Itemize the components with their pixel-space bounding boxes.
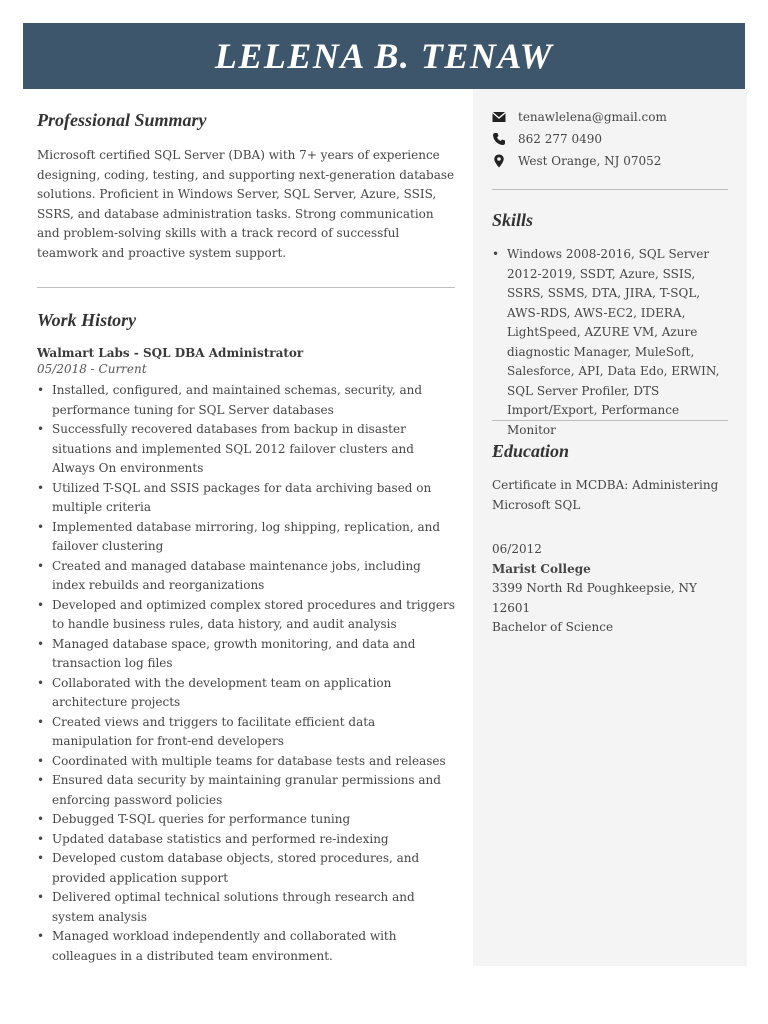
education-block — [492, 476, 724, 638]
job-bullets — [37, 381, 455, 966]
skills-list — [492, 245, 724, 460]
phone-icon — [492, 132, 506, 146]
list-item: • Updated database statistics and performed re-indexing — [37, 830, 455, 850]
contact-address-row — [492, 150, 732, 172]
education-school: Marist College — [492, 561, 591, 576]
list-item: • Utilized T-SQL and SSIS packages for data archiving based on multiple criteria — [37, 479, 455, 518]
list-item: • Managed workload independently and collaborated with colleagues in a distributed team environment. — [37, 927, 455, 966]
list-item: • Windows 2008-2016, SQL Server 2012-2019, SSDT, Azure, SSIS, SSRS, SSMS, DTA, JIRA, T-SQL, AWS-RDS, AWS-EC2, IDERA, LightSpeed, AZURE VM, Azure diagnostic Manager, MuleSoft, Salesforce, API, Data Edo, ERWIN, SQL Server Profiler, DTS Import/Export, Performance Monitor — [492, 245, 724, 440]
summary-text: Microsoft certified SQL Server (DBA) with 7+ years of experience designing, coding, testing, and supporting next-generation database solutions. Proficient in Windows Server, SQL Server, Azure, SSIS, SSRS, and database administration tasks. Strong communication and problem-solving skills with a track record of successful teamwork and proactive system support. — [37, 148, 455, 260]
education-heading: Education — [492, 441, 570, 461]
location-pin-icon — [492, 154, 506, 168]
list-item: • Developed and optimized complex stored procedures and triggers to handle business rules, data history, and audit analysis — [37, 596, 455, 635]
list-item: • Developed custom database objects, stored procedures, and provided application support — [37, 849, 455, 888]
work-history-heading: Work History — [37, 310, 137, 330]
summary-heading: Professional Summary — [37, 110, 207, 130]
envelope-icon — [492, 110, 506, 124]
list-item: • Managed database space, growth monitoring, and data and transaction log files — [37, 635, 455, 674]
contact-address: West Orange, NJ 07052 — [518, 154, 662, 168]
list-item: • Created views and triggers to facilitate efficient data manipulation for front-end developers — [37, 713, 455, 752]
candidate-name: LELENA B. TENAW — [214, 36, 554, 76]
skills-heading: Skills — [492, 210, 534, 230]
contact-phone[interactable]: 862 277 0490 — [518, 132, 602, 146]
job-date: 05/2018 - Current — [37, 362, 147, 376]
list-item: • Created and managed database maintenance jobs, including index rebuilds and reorganizations — [37, 557, 455, 596]
list-item: • Collaborated with the development team on application architecture projects — [37, 674, 455, 713]
section-divider — [37, 287, 455, 288]
sidebar-divider — [492, 420, 728, 421]
education-certificate: Certificate in MCDBA: Administering Microsoft SQL — [492, 478, 719, 512]
list-item: • Coordinated with multiple teams for database tests and releases — [37, 752, 455, 772]
list-item: • Ensured data security by maintaining granular permissions and enforcing password policies — [37, 771, 455, 810]
contact-phone-row[interactable] — [492, 128, 732, 150]
list-item: • Successfully recovered databases from backup in disaster situations and implemented SQL 2012 failover clusters and Always On environments — [37, 420, 455, 479]
list-item: • Installed, configured, and maintained schemas, security, and performance tuning for SQL Server databases — [37, 381, 455, 420]
contact-email[interactable]: tenawlelena@gmail.com — [518, 110, 667, 124]
education-date: 06/2012 — [492, 542, 542, 556]
sidebar-divider — [492, 189, 728, 190]
education-degree: Bachelor of Science — [492, 620, 614, 634]
main-column — [37, 106, 455, 966]
list-item: • Debugged T-SQL queries for performance tuning — [37, 810, 455, 830]
job-title: Walmart Labs - SQL DBA Administrator — [37, 346, 304, 360]
resume-header — [23, 23, 745, 89]
list-item: • Implemented database mirroring, log shipping, replication, and failover clustering — [37, 518, 455, 557]
list-item: • Delivered optimal technical solutions through research and system analysis — [37, 888, 455, 927]
education-address: 3399 North Rd Poughkeepsie, NY 12601 — [492, 581, 697, 615]
contact-block — [492, 106, 732, 172]
contact-email-row[interactable] — [492, 106, 732, 128]
